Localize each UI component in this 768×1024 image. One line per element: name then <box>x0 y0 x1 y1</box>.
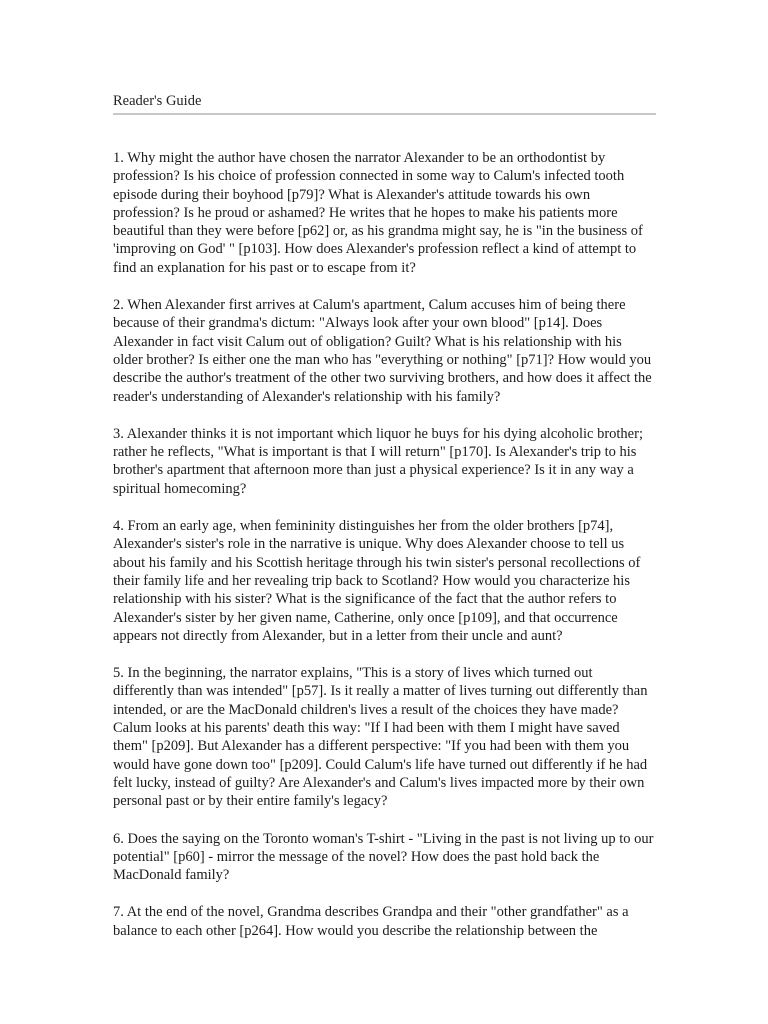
header-divider <box>113 113 656 115</box>
question-list <box>113 149 655 940</box>
question-6: 6. Does the saying on the Toronto woman's T-shirt - "Living in the past is not living up to our potential" [p60] - mirror the message of the novel? How does the past hold back the MacDonald family? <box>113 830 654 884</box>
page-title: Reader's Guide <box>113 93 202 109</box>
question-4: 4. From an early age, when femininity distinguishes her from the older brothers [p74], Alexander's sister's role in the narrative is unique. Why does Alexander choose to tell us about his family and his Scottish heritage through his twin sister's personal recollections of their family life and her revealing trip back to Scotland? How would you characterize his relationship with his sister? What is the significance of the fact that the author refers to Alexander's sister by her given name, Catherine, only once [p109], and that occurrence appears not directly from Alexander, but in a letter from their uncle and aunt? <box>113 518 641 644</box>
question-2: 2. When Alexander first arrives at Calum's apartment, Calum accuses him of being there because of their grandma's dictum: "Always look after your own blood" [p14]. Does Alexander in fact visit Calum out of obligation? Guilt? What is his relationship with his older brother? Is either one the man who has "everything or nothing" [p71]? How would you describe the author's treatment of the other two surviving brothers, and how does it affect the reader's understanding of Alexander's relationship with his family? <box>113 297 652 405</box>
question-7: 7. At the end of the novel, Grandma describes Grandpa and their "other grandfather" as a balance to each other [p264]. How would you describe the relationship between the <box>113 904 629 939</box>
document-page <box>113 0 655 959</box>
question-3: 3. Alexander thinks it is not important which liquor he buys for his dying alcoholic brother; rather he reflects, "What is important is that I will return" [p170]. Is Alexander's trip to his brother's apartment that afternoon more than just a physical experience? Is it in any way a spiritual homecoming? <box>113 425 643 497</box>
question-5: 5. In the beginning, the narrator explains, "This is a story of lives which turned out differently than was intended" [p57]. Is it really a matter of lives turning out differently than intended, or are the MacDonald children's lives a result of the choices they have made? Calum looks at his parents' death this way: "If I had been with them I might have saved them" [p209]. But Alexander has a different perspective: "If you had been with them you would have gone down too" [p209]. Could Calum's life have turned out differently if he had felt lucky, instead of guilty? Are Alexander's and Calum's lives impacted more by their own personal past or by their entire family's legacy? <box>113 665 648 810</box>
question-1: 1. Why might the author have chosen the narrator Alexander to be an orthodontist by profession? Is his choice of profession connected in some way to Calum's infected tooth episode during their boyhood [p79]? What is Alexander's attitude towards his own profession? Is he proud or ashamed? He writes that he hopes to make his patients more beautiful than they were before [p62] or, as his grandma might say, he is "in the business of 'improving on God' " [p103]. How does Alexander's profession reflect a kind of attempt to find an explanation for his past or to escape from it? <box>113 150 643 276</box>
